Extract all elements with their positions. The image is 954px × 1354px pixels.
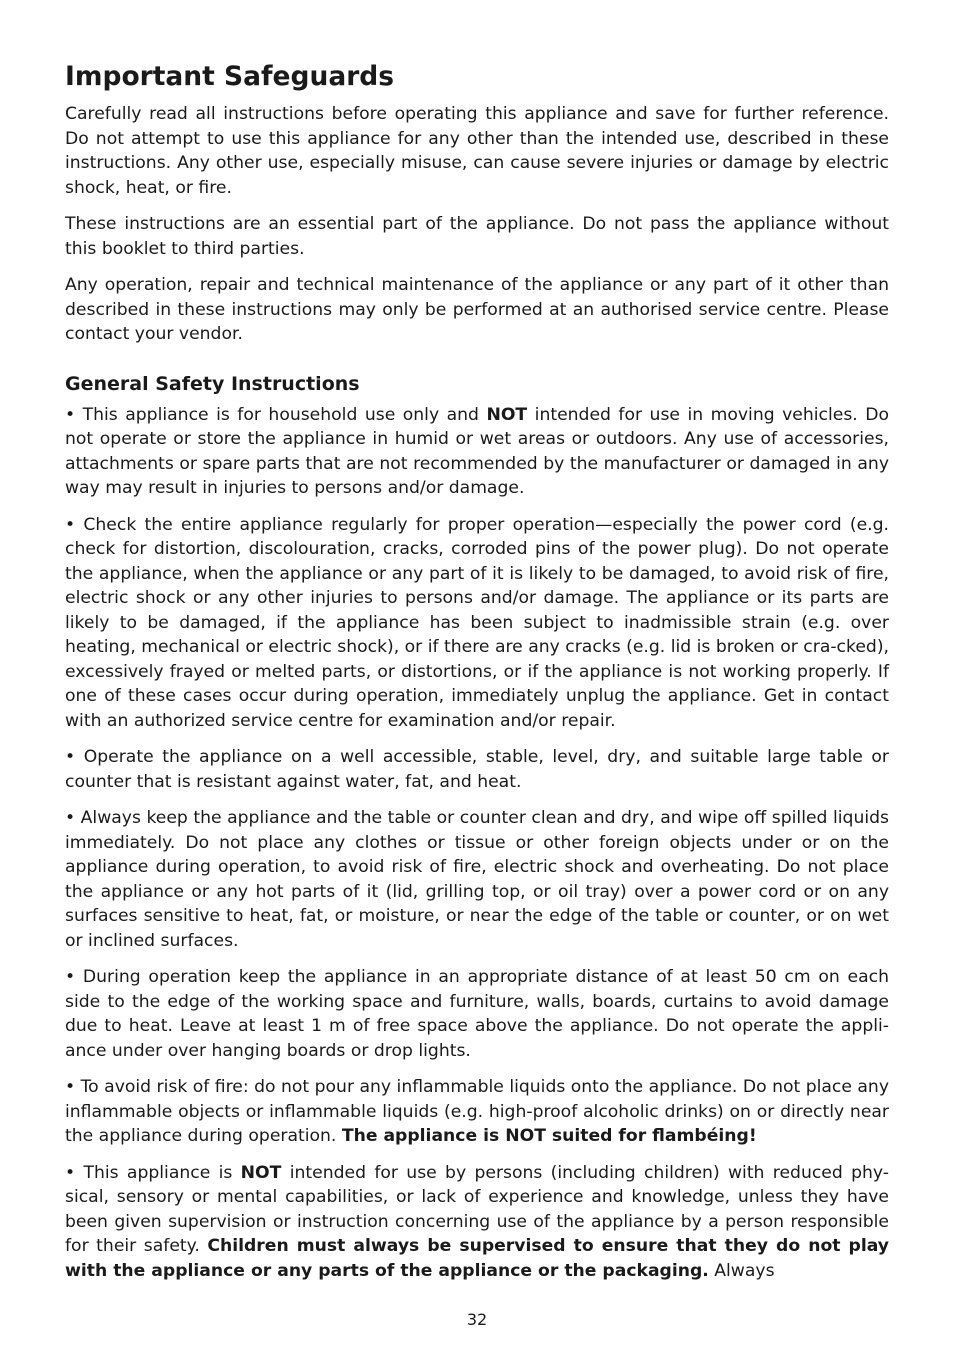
safety-item-4: • Always keep the appliance and the table or counter clean and dry, and wipe off spilled liquids immediately. Do not place any clothes or tissue or other foreign objects under or on the appliance during operation, to avoid risk of fire, electric shock and overheating. Do not place the appliance or any hot parts of it (lid, grilling top, or oil tray) over a power cord or on any surfaces sensitive to heat, fat, or moisture, or near the edge of the table or counter, or on wet or inclined surfaces. [65, 808, 889, 951]
page-number: 32 [466, 1310, 488, 1329]
intro-paragraph-2: These instructions are an essential part of the appliance. Do not pass the appliance without this booklet to third parties. [65, 214, 889, 259]
safety-item-1 [65, 403, 889, 501]
item-emphasis: NOT [240, 1162, 282, 1183]
safety-item-7 [65, 1161, 889, 1284]
item-emphasis: The appliance is NOT suited for flambéing! [341, 1126, 757, 1146]
item-text: intended for use by persons (including children) with reduced phy-sical, sensory or mental capabilities, or lack of experience and knowledge, unless they have been given supervision or instruction concerning use of the appliance by a person responsible for their safety. [65, 1162, 889, 1256]
item-text: • This appliance is [65, 1162, 241, 1183]
intro-paragraph-1: Carefully read all instructions before operating this appliance and save for further reference. Do not attempt to use this appliance for any other than the intended use, described in these instructions. Any other use, especially misuse, can cause severe injuries or damage by electric shock, heat, or fire. [65, 104, 889, 198]
item-text: intended for use in moving vehicles. Do not operate or store the appliance in humid or wet areas or outdoors. Any use of accessories, attachments or spare parts that are not recommended by the manufacturer or damaged in any way may result in injuries to persons and/or damage. [65, 404, 889, 498]
safety-item-3: • Operate the appliance on a well accessible, stable, level, dry, and suitable large table or counter that is resistant against water, fat, and heat. [65, 747, 889, 792]
intro-paragraph-3: Any operation, repair and technical maintenance of the appliance or any part of it other than described in these instructions may only be performed at an authorised service centre. Please contact your vendor. [65, 275, 889, 344]
item-emphasis: NOT [486, 404, 528, 425]
item-text: Always [708, 1260, 775, 1281]
safety-item-2: • Check the entire appliance regularly for proper operation—especially the power cord (e.g. check for distortion, discolouration, cracks, corroded pins of the power plug). Do not operate the appliance, when the appliance or any part of it is likely to be damaged, to avoid risk of fire, electric shock or any other injuries to persons and/or damage. The appliance or its parts are likely to be damaged, if the appliance has been subject to inadmissible strain (e.g. over heating, mechanical or electric shock), or if there are any cracks (e.g. lid is broken or cra-cked), excessively frayed or melted parts, or distortions, or if the appliance is not working properly. If one of these cases occur during operation, immediately unplug the appliance. Get in contact with an authorized service centre for examination and/or repair. [65, 514, 889, 731]
safety-item-6 [65, 1075, 889, 1149]
item-text: • This appliance is for household use only and [65, 404, 487, 425]
document-page [65, 58, 889, 1295]
page-title: Important Safeguards [65, 61, 395, 92]
safety-item-5: • During operation keep the appliance in an appropriate distance of at least 50 cm on each side to the edge of the working space and furniture, walls, boards, curtains to avoid damage due to heat. Leave at least 1 m of free space above the appliance. Do not operate the appli-ance under over hanging boards or drop lights. [65, 967, 889, 1061]
section-title: General Safety Instructions [65, 372, 360, 395]
item-text: • To avoid risk of fire: do not pour any inflammable liquids onto the appliance. Do not place any inflammable objects or inflammable liquids (e.g. high-proof alcoholic drinks) on or directly near the appliance during operation. [65, 1077, 889, 1146]
item-emphasis: Children must always be supervised to ensure that they do not play with the appliance or any parts of the appliance or the packaging. [65, 1236, 890, 1281]
